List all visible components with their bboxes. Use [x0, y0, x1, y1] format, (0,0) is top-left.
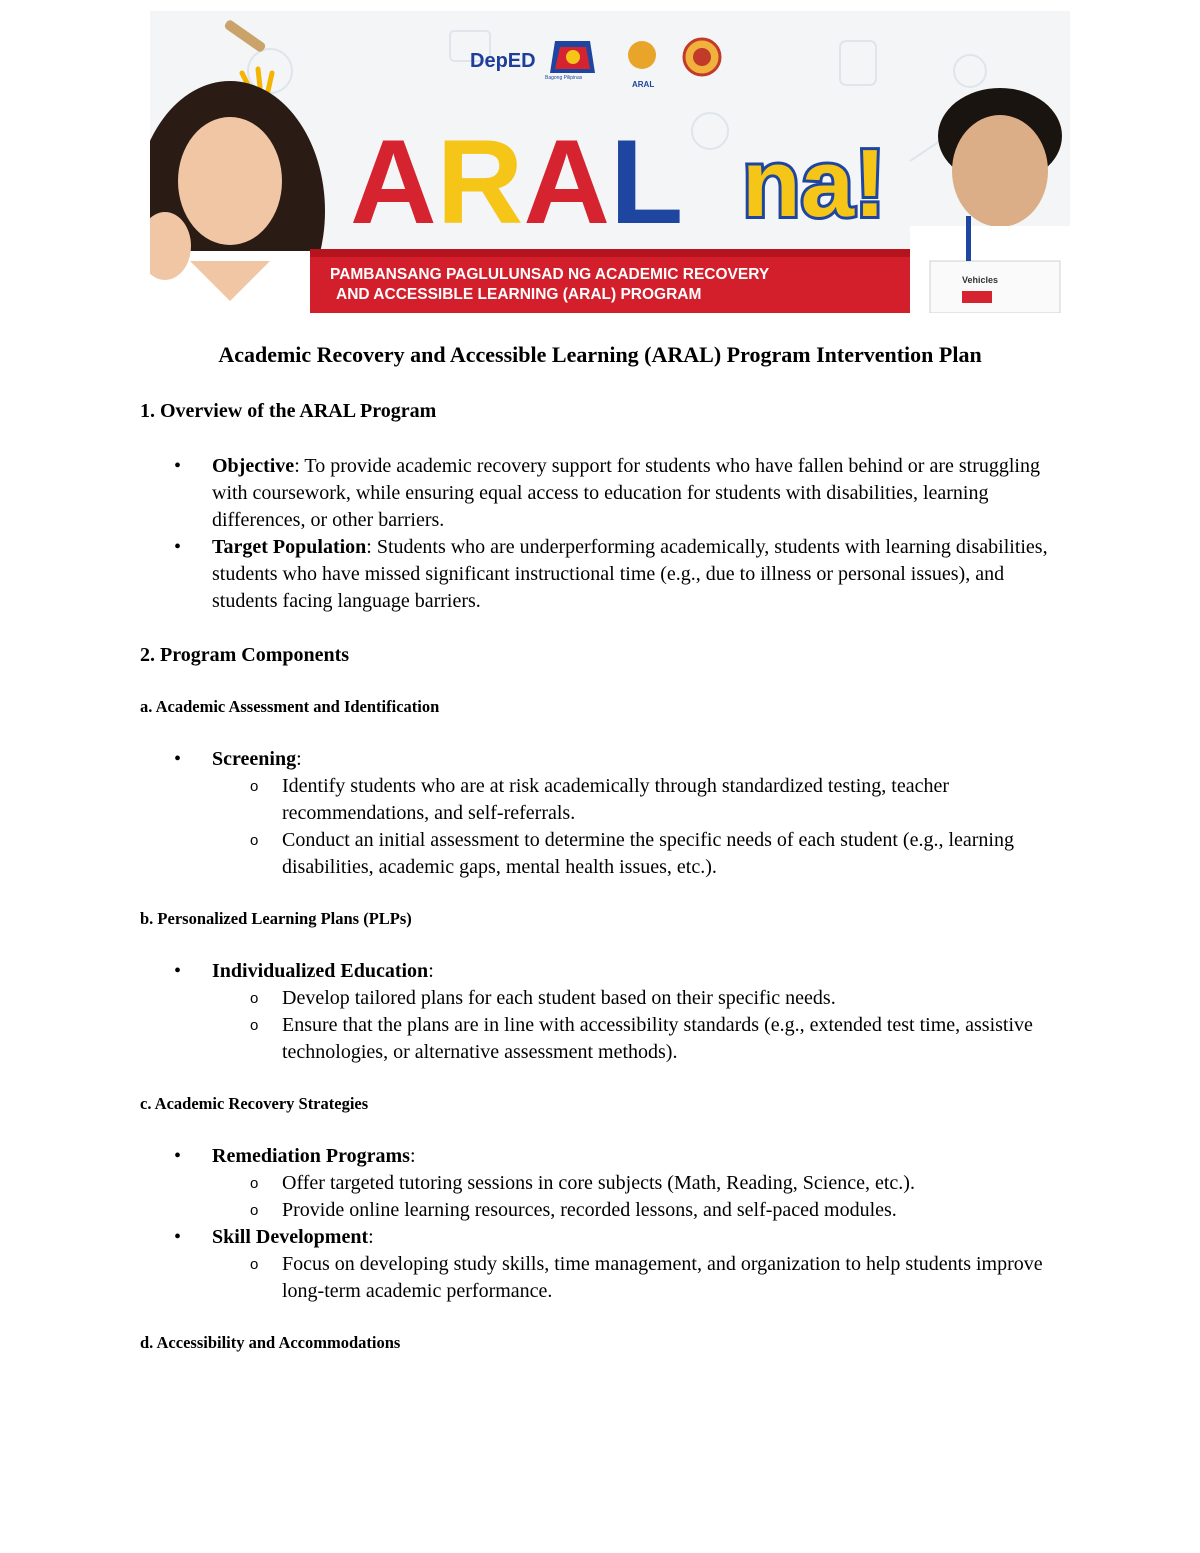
subsection-c-list	[140, 1143, 1060, 1305]
list-item	[140, 746, 1060, 881]
label-suffix: :	[409, 1145, 416, 1167]
label-suffix: :	[428, 960, 434, 982]
sublist-item: o Ensure that the plans are in line with accessibility standards (e.g., extended test time, assistive technologies, or alternative assessment methods).	[212, 1012, 1060, 1066]
label-suffix: :	[368, 1226, 374, 1248]
list-item	[140, 534, 1060, 615]
remediation-programs-label: Remediation Programs	[212, 1145, 410, 1167]
deped-logo	[470, 50, 536, 72]
screening-sublist	[212, 773, 1060, 881]
subsection-a-list	[140, 746, 1060, 881]
label-suffix: :	[296, 748, 302, 770]
list-item	[140, 453, 1060, 534]
sublist-item: o Offer targeted tutoring sessions in core subjects (Math, Reading, Science, etc.).	[212, 1170, 1060, 1197]
logo-aral-text: ARAL	[632, 80, 655, 89]
banner-title-main: ARAL	[350, 115, 684, 249]
sublist-item: o Identify students who are at risk academically through standardized testing, teacher recommendations, and self-referrals.	[212, 773, 1060, 827]
banner-title-suffix: na!	[742, 130, 886, 237]
bagong-pilipinas-logo	[550, 41, 595, 73]
target-population-label: Target Population	[212, 536, 367, 558]
screening-label: Screening	[212, 748, 297, 770]
banner-title	[350, 115, 886, 249]
sublist-item: o Provide online learning resources, recorded lessons, and self-paced modules.	[212, 1197, 1060, 1224]
sublist-item: o Focus on developing study skills, time management, and organization to help students improve long-term academic performance.	[212, 1251, 1060, 1305]
logo-deped-text: DepED	[470, 50, 536, 72]
document-body	[140, 340, 1060, 1356]
list-item	[140, 1224, 1060, 1305]
skill-development-sublist	[212, 1251, 1060, 1305]
sublist-item: o Conduct an initial assessment to determine the specific needs of each student (e.g., learning disabilities, academic gaps, mental health issues, etc.).	[212, 827, 1060, 881]
individualized-education-sublist	[212, 985, 1060, 1066]
subsection-b-heading: b. Personalized Learning Plans (PLPs)	[140, 909, 412, 928]
objective-label: Objective	[212, 455, 295, 477]
sublist-item: o Develop tailored plans for each student based on their specific needs.	[212, 985, 1060, 1012]
skill-development-label: Skill Development	[212, 1226, 369, 1248]
seal-logo	[684, 39, 720, 75]
subsection-d-heading: d. Accessibility and Accommodations	[140, 1333, 401, 1352]
section-2-heading: 2. Program Components	[140, 644, 350, 666]
document-title: Academic Recovery and Accessible Learning (ARAL) Program Intervention Plan	[218, 342, 982, 367]
logo-bagong-pilipinas-text: Bagong Pilipinas	[545, 75, 583, 81]
ribbon-line-1: PAMBANSANG PAGLULUNSAD NG ACADEMIC RECOVERY	[330, 266, 770, 283]
section-1-list	[140, 453, 1060, 615]
booklet-label: Vehicles	[962, 275, 999, 285]
banner-graphic	[150, 11, 1070, 313]
list-item	[140, 1143, 1060, 1224]
banner-ribbon	[310, 249, 910, 313]
target-population-text: : Students who are underperforming academically, students with learning disabilities, students who have missed significant instructional time (e.g., due to illness or personal issues), and students facing language barriers.	[212, 536, 1048, 612]
subsection-b-list	[140, 958, 1060, 1066]
remediation-sublist	[212, 1170, 1060, 1224]
subsection-c-heading: c. Academic Recovery Strategies	[140, 1094, 369, 1113]
subsection-a-heading: a. Academic Assessment and Identification	[140, 697, 440, 716]
individualized-education-label: Individualized Education	[212, 960, 429, 982]
program-banner	[150, 11, 1070, 313]
section-1-heading: 1. Overview of the ARAL Program	[140, 400, 437, 422]
objective-text: : To provide academic recovery support for students who have fallen behind or are struggling with coursework, while ensuring equal access to education for students with disabilities, learning differences, or other barriers.	[212, 455, 1040, 531]
ribbon-line-2: AND ACCESSIBLE LEARNING (ARAL) PROGRAM	[336, 286, 702, 303]
list-item	[140, 958, 1060, 1066]
